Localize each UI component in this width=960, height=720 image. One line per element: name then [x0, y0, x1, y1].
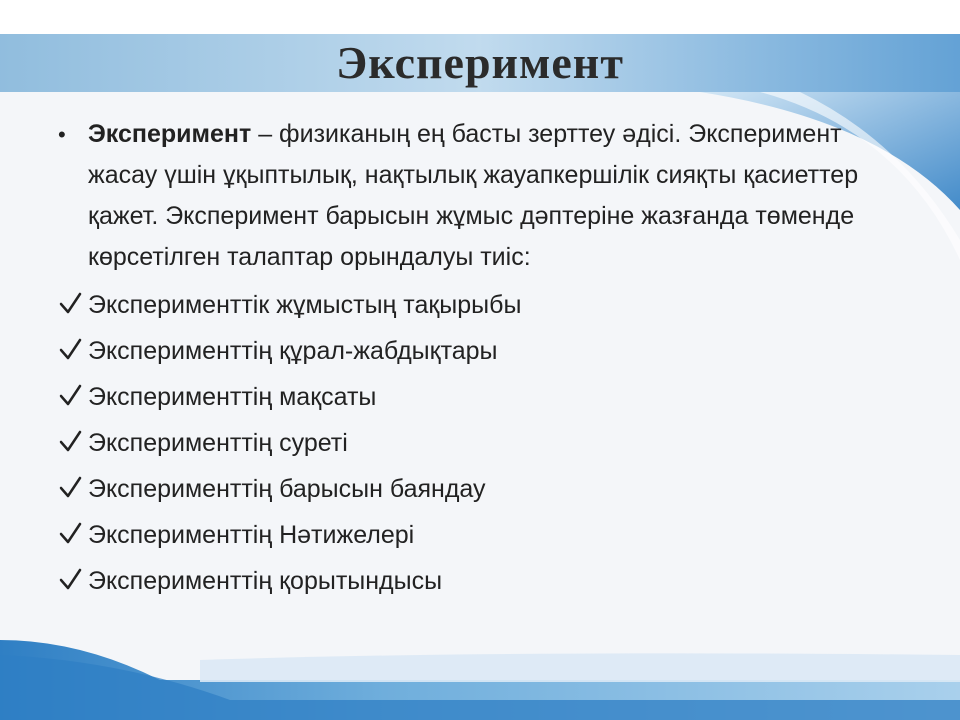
intro-term: Эксперимент [88, 120, 252, 148]
list-item-label: Эксперименттің мақсаты [88, 383, 377, 411]
slide-content [56, 114, 876, 604]
intro-paragraph [56, 114, 876, 278]
checkmark-icon [58, 328, 82, 374]
checkmark-icon [58, 558, 82, 604]
list-item-label: Эксперименттің Нәтижелері [88, 521, 415, 549]
checkmark-icon [58, 466, 82, 512]
list-item [56, 328, 876, 374]
checkmark-icon [58, 282, 82, 328]
checkmark-icon [58, 374, 82, 420]
checkmark-icon [58, 420, 82, 466]
list-item [56, 466, 876, 512]
checkmark-icon [58, 512, 82, 558]
bullet-dot-icon: • [58, 122, 66, 147]
list-item [56, 374, 876, 420]
list-item-label: Эксперименттің суреті [88, 429, 348, 457]
list-item [56, 282, 876, 328]
list-item-label: Эксперименттің қорытындысы [88, 567, 443, 595]
list-item-label: Эксперименттің барысын баяндау [88, 475, 486, 503]
intro-text: – физиканың ең басты зерттеу әдісі. Эксперимент жасау үшін ұқыптылық, нақтылық жауапкершілік сияқты қасиеттер қажет. Эксперимент барысын жұмыс дәптеріне жазғанда төменде көрсетілген талаптар орындалуы тиіс: [88, 120, 859, 271]
slide-title: Эксперимент [336, 37, 624, 88]
list-item [56, 558, 876, 604]
list-item-label: Эксперименттік жұмыстың тақырыбы [88, 291, 522, 319]
list-item [56, 420, 876, 466]
list-item [56, 512, 876, 558]
requirements-list [56, 282, 876, 604]
list-item-label: Эксперименттің құрал-жабдықтары [88, 337, 498, 365]
